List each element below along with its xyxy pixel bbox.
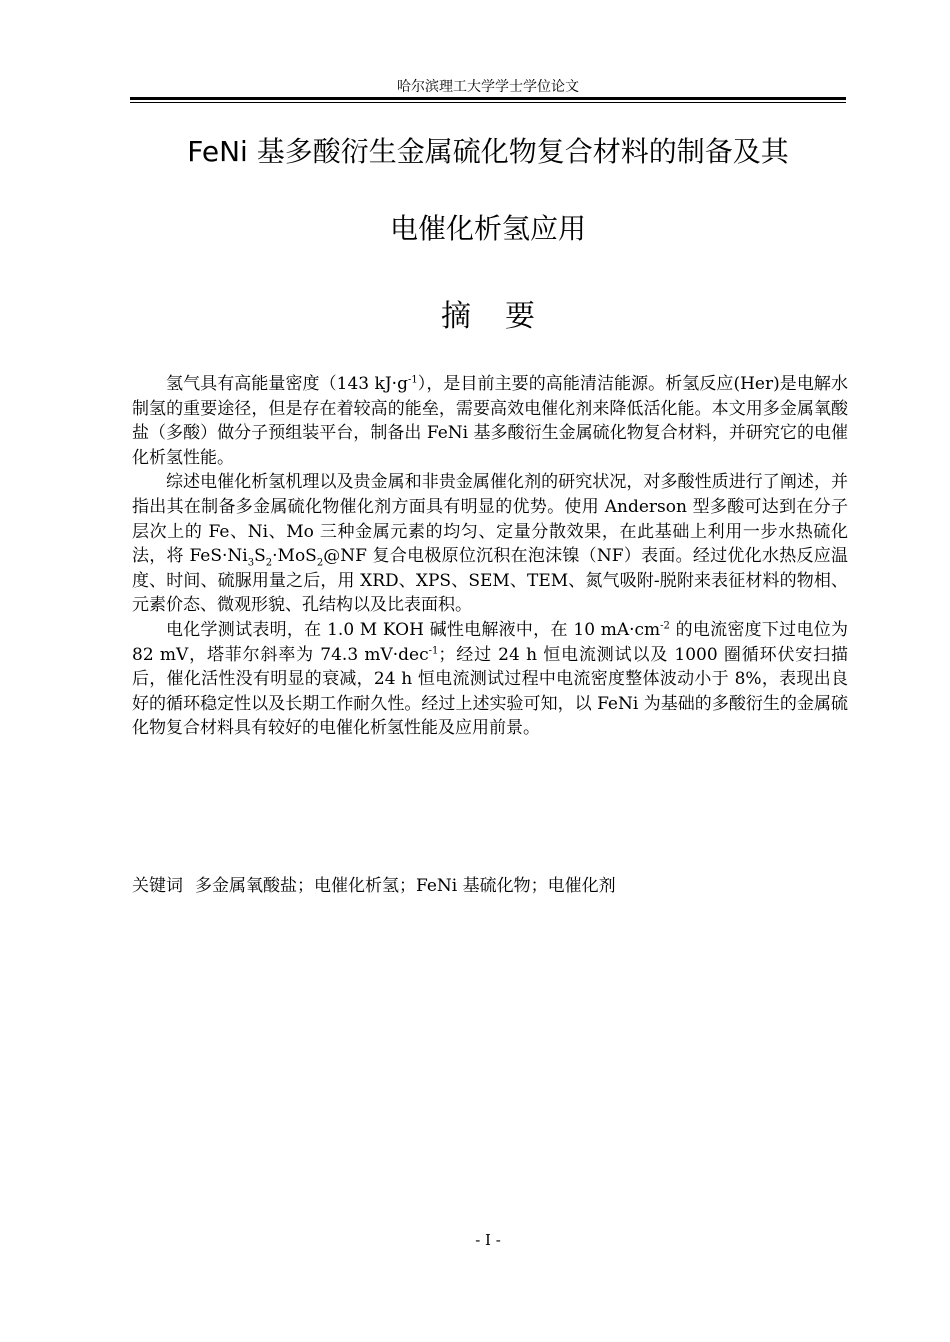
abstract-paragraph-3 — [132, 618, 848, 741]
page-number: - I - — [475, 1231, 501, 1249]
para3-superscript-1: -2 — [660, 620, 670, 632]
para2-text-b: S — [254, 546, 266, 567]
abstract-paragraph-2 — [132, 470, 848, 618]
header-rule-thick — [130, 97, 846, 100]
para2-subscript-1: 3 — [247, 557, 255, 569]
para1-text-b: ），是目前主要的高能清洁能源。析氢反应(Her)是电解水制氢的重要途径，但是存在着较高的能垒，需要高效电催化剂来降低活化能。本文用多金属氧酸盐（多酸）做分子预组装平台，制备出 FeNi 基多酸衍生金属硫化物复合材料，并研究它的电催化析氢性能。 — [132, 374, 848, 468]
thesis-title-line-1: FeNi 基多酸衍生金属硫化物复合材料的制备及其 — [187, 135, 789, 168]
abstract-paragraph-1 — [132, 372, 848, 470]
running-header: 哈尔滨理工大学学士学位论文 — [397, 79, 579, 95]
para3-text-a: 电化学测试表明，在 1.0 M KOH 碱性电解液中，在 10 mA·cm — [166, 619, 661, 640]
keywords-label: 关键词 — [132, 876, 183, 896]
abstract-body — [132, 372, 848, 741]
para2-subscript-2: 2 — [265, 557, 273, 569]
abstract-heading: 摘要 — [441, 299, 569, 334]
header-rule-thin — [130, 102, 846, 103]
para2-text-a: 综述电催化析氢机理以及贵金属和非贵金属催化剂的研究状况，对多酸性质进行了阐述，并指出其在制备多金属硫化物催化剂方面具有明显的优势。使用 Anderson 型多酸可达到在分子层次上的 Fe、Ni、Mo 三种金属元素的均匀、定量分散效果，在此基础上利用一步水热硫化法，将 FeS·Ni — [132, 472, 848, 567]
para2-text-d: @NF 复合电极原位沉积在泡沫镍（NF）表面。经过优化水热反应温度、时间、硫脲用量之后，用 XRD、XPS、SEM、TEM、氮气吸附-脱附来表征材料的物相、元素价态、微观形貌、孔结构以及比表面积。 — [132, 546, 848, 616]
para2-text-c: ·MoS — [272, 546, 317, 567]
para3-text-c: ；经过 24 h 恒电流测试以及 1000 圈循环伏安扫描后，催化活性没有明显的衰减，24 h 恒电流测试过程中电流密度整体波动小于 8%，表现出良好的循环稳定性以及长期工作耐久性。经过上述实验可知，以 FeNi 为基础的多酸衍生的金属硫化物复合材料具有较好的电催化析氢性能及应用前景。 — [132, 644, 848, 739]
para3-text-b: 的电流密度下过电位为 82 mV，塔菲尔斜率为 74.3 mV·dec — [132, 619, 848, 665]
para1-text-a: 氢气具有高能量密度（143 kJ·g — [166, 374, 408, 394]
para3-superscript-2: -1 — [428, 644, 439, 656]
keywords-text: 多金属氧酸盐；电催化析氢；FeNi 基硫化物；电催化剂 — [195, 876, 616, 896]
para2-subscript-3: 2 — [316, 557, 324, 569]
para1-superscript: -1 — [407, 374, 418, 386]
keywords-line — [132, 874, 616, 898]
thesis-title-line-2: 电催化析氢应用 — [389, 212, 586, 245]
